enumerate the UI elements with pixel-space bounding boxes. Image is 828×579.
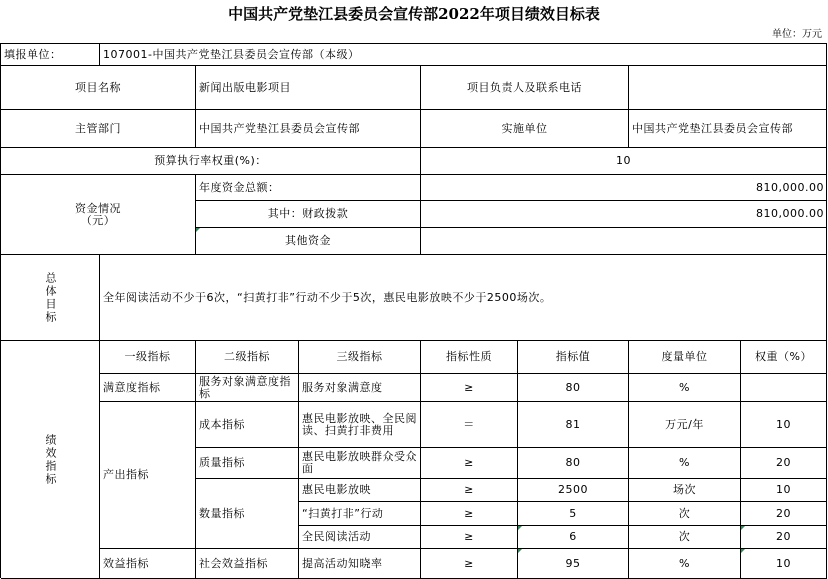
fiscal-label: 其中：财政拨款 [196, 201, 421, 228]
overall-goal-label-cell [1, 255, 100, 341]
overall-goal-value: 全年阅读活动不少于6次，“扫黄打非”行动不少于5次，惠民电影放映不少于2500场次。 [100, 255, 827, 341]
table-cell: 惠民电影放映群众受众面 [299, 448, 421, 479]
other-funds-label: 其他资金 [196, 228, 421, 255]
performance-table [0, 43, 827, 578]
impl-label: 实施单位 [421, 110, 629, 148]
perf-label: 绩效指标 [44, 433, 57, 486]
row-l1-benefit: 效益指标 [100, 549, 196, 579]
perf-label-cell [1, 341, 100, 579]
table-cell: % [629, 448, 741, 479]
table-cell: 全民阅读活动 [299, 526, 421, 549]
table-cell: 社会效益指标 [196, 549, 299, 579]
filler-label: 填报单位： [1, 44, 100, 66]
table-cell: 2500 [518, 479, 629, 502]
impl-value: 中国共产党垫江县委员会宣传部 [629, 110, 827, 148]
header-l2: 二级指标 [196, 341, 299, 374]
row-l1-satisfaction: 满意度指标 [100, 374, 196, 402]
table-cell [741, 374, 827, 402]
fiscal-value: 810,000.00 [421, 201, 827, 228]
table-cell: 10 [741, 549, 827, 579]
overall-goal-label: 总体目标 [44, 271, 57, 324]
annual-total-value: 810,000.00 [421, 175, 827, 201]
header-unit: 度量单位 [629, 341, 741, 374]
table-cell: 81 [518, 402, 629, 448]
budget-weight-value: 10 [421, 148, 827, 175]
table-cell: 场次 [629, 479, 741, 502]
table-cell: 质量指标 [196, 448, 299, 479]
table-cell: 万元/年 [629, 402, 741, 448]
project-name-value: 新闻出版电影项目 [196, 66, 421, 110]
project-lead-value [629, 66, 827, 110]
table-cell: 5 [518, 502, 629, 526]
header-l1: 一级指标 [100, 341, 196, 374]
table-cell: 次 [629, 502, 741, 526]
table-cell: 6 [518, 526, 629, 549]
table-cell: 提高活动知晓率 [299, 549, 421, 579]
project-name-label: 项目名称 [1, 66, 196, 110]
header-l3: 三级指标 [299, 341, 421, 374]
annual-total-label: 年度资金总额： [196, 175, 421, 201]
table-cell: 次 [629, 526, 741, 549]
table-cell: % [629, 549, 741, 579]
table-cell: 20 [741, 448, 827, 479]
table-cell: ≥ [421, 549, 518, 579]
header-nature: 指标性质 [421, 341, 518, 374]
dept-value: 中国共产党垫江县委员会宣传部 [196, 110, 421, 148]
table-cell: 10 [741, 402, 827, 448]
header-value: 指标值 [518, 341, 629, 374]
table-cell: 80 [518, 374, 629, 402]
unit-label: 单位：万元 [772, 29, 822, 40]
table-cell: 服务对象满意度指标 [196, 374, 299, 402]
table-cell: ≥ [421, 526, 518, 549]
other-funds-value [421, 228, 827, 255]
row-l1-output: 产出指标 [100, 402, 196, 549]
table-cell: ≥ [421, 374, 518, 402]
table-cell: 惠民电影放映 [299, 479, 421, 502]
table-cell: ≥ [421, 502, 518, 526]
project-lead-label: 项目负责人及联系电话 [421, 66, 629, 110]
table-cell: ＝ [421, 402, 518, 448]
table-cell: 数量指标 [196, 479, 299, 549]
header-weight: 权重（%） [741, 341, 827, 374]
table-cell: 10 [741, 479, 827, 502]
budget-weight-label: 预算执行率权重(%)： [1, 148, 421, 175]
table-cell: 95 [518, 549, 629, 579]
funds-label: 资金情况 （元） [1, 175, 196, 255]
table-cell: % [629, 374, 741, 402]
page-title: 中国共产党垫江县委员会宣传部2022年项目绩效目标表 [228, 5, 600, 23]
table-cell: 惠民电影放映、全民阅读、扫黄打非费用 [299, 402, 421, 448]
table-cell: 20 [741, 502, 827, 526]
table-cell: 服务对象满意度 [299, 374, 421, 402]
table-cell: 成本指标 [196, 402, 299, 448]
table-cell: 20 [741, 526, 827, 549]
table-cell: ≥ [421, 448, 518, 479]
table-cell: ≥ [421, 479, 518, 502]
dept-label: 主管部门 [1, 110, 196, 148]
table-cell: “扫黄打非”行动 [299, 502, 421, 526]
table-cell: 80 [518, 448, 629, 479]
filler-value: 107001-中国共产党垫江县委员会宣传部（本级） [100, 44, 827, 66]
